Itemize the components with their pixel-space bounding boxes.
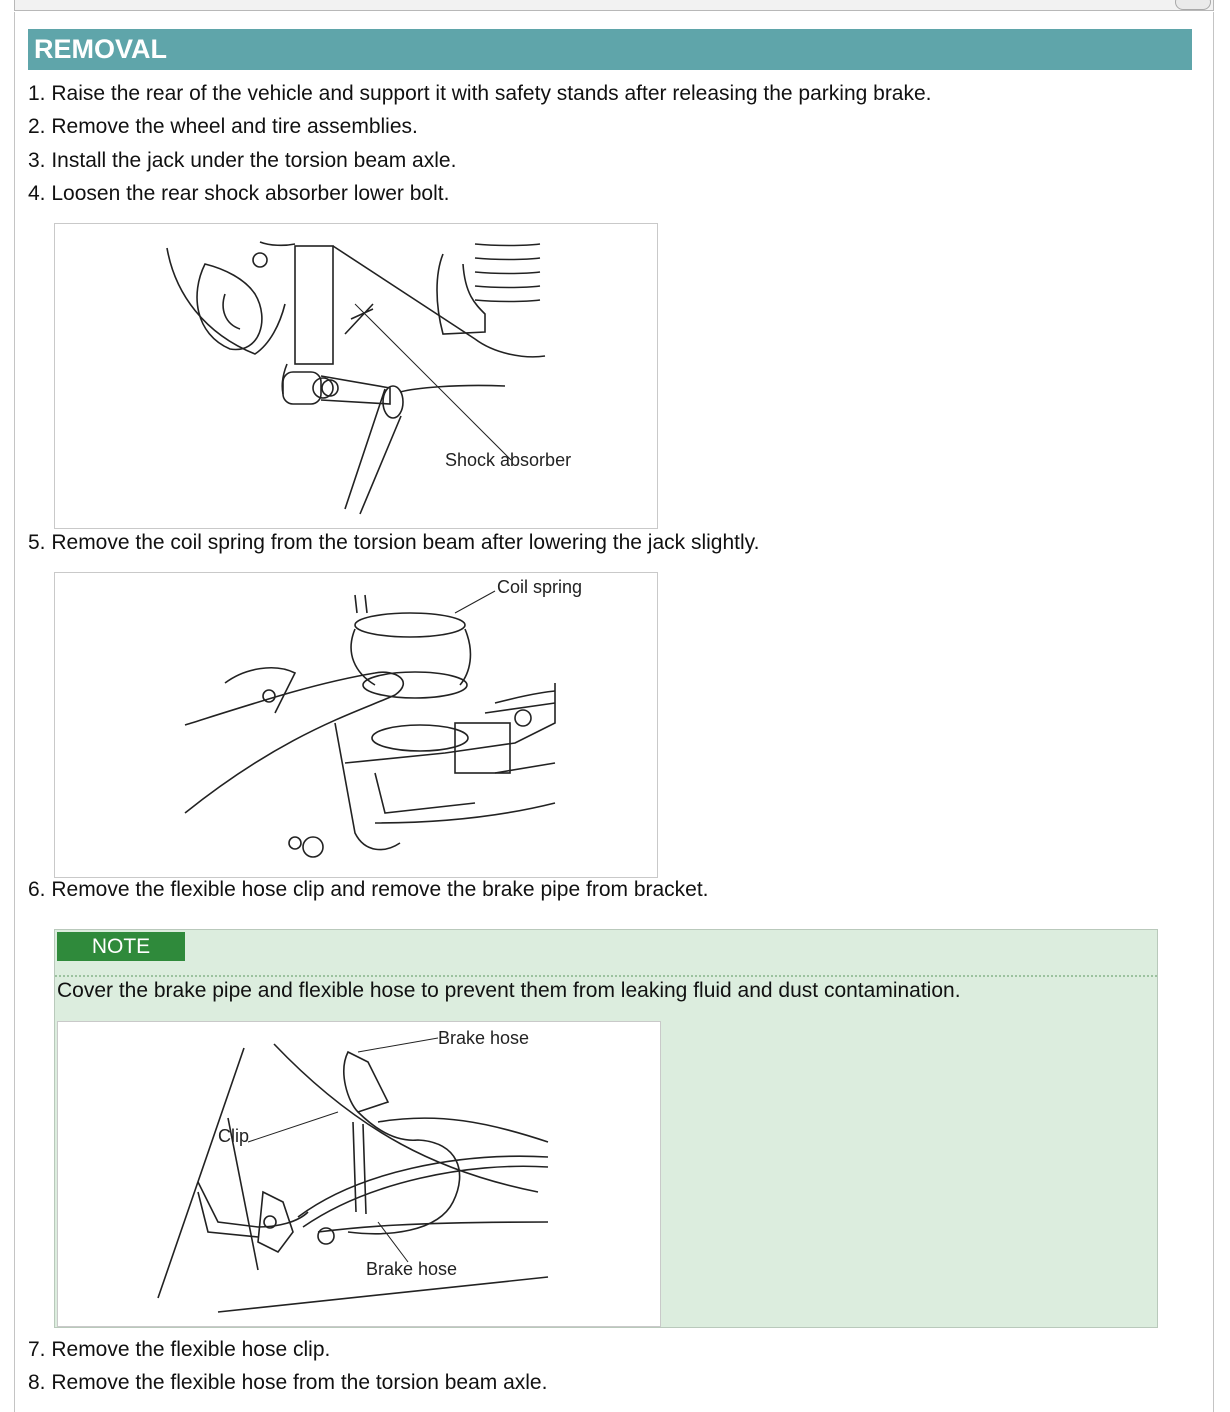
- step-2: 2. Remove the wheel and tire assemblies.: [28, 115, 418, 138]
- step-1: 1. Raise the rear of the vehicle and support it with safety stands after releasing the parking brake.: [28, 82, 932, 105]
- step-8: 8. Remove the flexible hose from the torsion beam axle.: [28, 1371, 548, 1394]
- clip-label: Clip: [218, 1126, 250, 1146]
- step-7: 7. Remove the flexible hose clip.: [28, 1338, 331, 1361]
- shock-absorber-figure: [54, 223, 658, 529]
- step-4: 4. Loosen the rear shock absorber lower bolt.: [28, 182, 450, 205]
- top-bar: [14, 0, 1214, 11]
- note-badge: NOTE: [57, 932, 185, 961]
- coil-spring-figure: [54, 572, 658, 878]
- section-heading: REMOVAL: [28, 29, 1192, 70]
- scroll-knob[interactable]: [1175, 0, 1211, 10]
- note-text: Cover the brake pipe and flexible hose to prevent them from leaking fluid and dust contamination.: [57, 979, 961, 1002]
- brake-hose-bottom-label: Brake hose: [366, 1259, 458, 1279]
- shock-absorber-label: Shock absorber: [445, 450, 572, 470]
- note-box: [54, 929, 1158, 1328]
- brake-hose-illustration: [58, 1022, 662, 1328]
- brake-hose-top-label: Brake hose: [438, 1028, 530, 1048]
- step-5: 5. Remove the coil spring from the torsion beam after lowering the jack slightly.: [28, 531, 760, 554]
- step-6: 6. Remove the flexible hose clip and remove the brake pipe from bracket.: [28, 878, 709, 901]
- step-3: 3. Install the jack under the torsion beam axle.: [28, 149, 457, 172]
- brake-hose-figure: [57, 1021, 661, 1327]
- shock-absorber-illustration: [55, 224, 659, 530]
- coil-spring-label: Coil spring: [497, 577, 583, 597]
- coil-spring-illustration: [55, 573, 659, 879]
